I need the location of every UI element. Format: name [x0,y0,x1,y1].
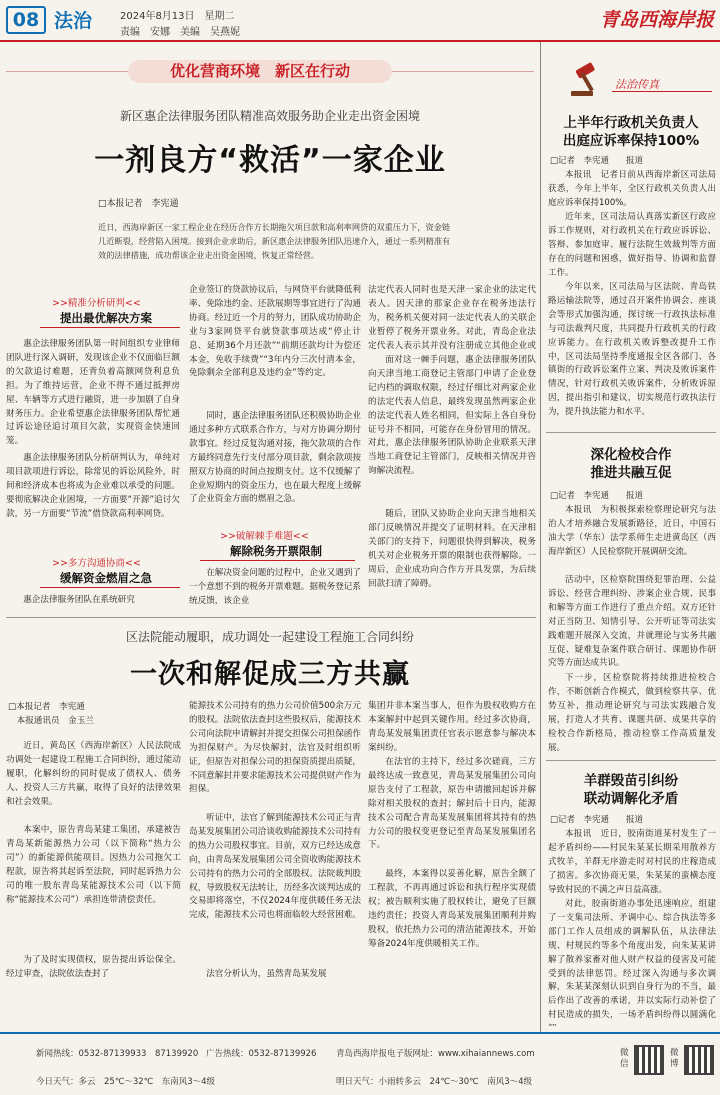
article1-paragraph: 在解决资金问题的过程中，企业又遇到了一个意想不到的税务开票难题。据税务登记系统反馈，该企业 [189,568,361,606]
section2-rule [40,587,180,588]
page-number: 08 [6,6,46,34]
masthead-logo: 青岛西海岸报 [599,9,714,31]
brief3-title-line2: 联动调解化矛盾 [583,791,679,807]
publisher-website: 青岛西海岸报电子版网址：www.xihaiannews.com [336,1049,535,1059]
topic-banner: 优化营商环境 新区在行动 [169,62,350,80]
brief3-paragraph: 对此，胶南街道办事处迅速响应，组建了一支集司法所、矛调中心、综合执法等多部门工作人员组成的调解队伍，从法律法规、村规民约等多个角度出发，向朱某某讲解了散养家畜对他人财产权益的侵害及可能受到的法律惩罚。经过深入沟通与多次调解，朱某某深刻认识到自身行为的不当，最后作出了改善的承诺，并以实际行动补偿了村民造成的损失，一场矛盾纠纷得以圆满化 [548,899,716,1021]
article2-paragraph: 最终，本案得以妥善化解，原告全额了工程款，不再再通过诉讼和执行程序实现债权；被告顺利实施了股权转让，避免了巨额违约责任；投资人青岛某发展集团顺利并购股权，依托热力公司的清洁能源技术，开始筹备2024年度供暖相关工作。 [368,869,536,949]
wechat-label: 微信 [620,1048,629,1069]
editor-credits: 责编 安娜 美编 吴燕妮 [120,27,240,38]
brief1-title [545,114,717,150]
article1-paragraph: 惠企法律服务团队第一时间组织专业律师团队进行深入调研，发现该企业不仅面临巨额的欠款追讨难题，还背负着高额网贷利息负担。为了维持运营，企业不得不通过抵押房屋、车辆等方式进行融资，进一步加剧了自身财务压力。企业希望惠企法律服务团队帮忙通过诉讼途径追讨项目欠款，实现资金快速回笼。 [6,339,180,447]
section2-title: 缓解资金燃眉之急 [60,571,152,585]
section2-kicker: >>多方沟通协商<< [52,558,141,569]
gavel-icon [568,58,608,98]
byline-reporter: □本报记者 李宪通 [8,702,85,712]
ad-hotline: 广告热线：0532-87139926 [206,1049,317,1059]
article1-headline: 一剂良方“救活”一家企业 [94,143,446,178]
article2-byline [8,700,94,728]
article1-lead: 近日，西海岸新区一家工程企业在经历合作方长期拖欠项目款和高利率网贷的双重压力下，资金链几近断裂，经营陷入困境。接到企业求助后，新区惠企法律服务团队迅速介入，通过一系列精准有效的法律措施，成功帮该企业走出资金困境，恢复正常经营。 [98,222,451,260]
article2-paragraph: 近日，黄岛区（西海岸新区）人民法院成功调处一起建设工程施工合同纠纷，通过能动履职，化解纠纷的同时促成了债权人、债务人、投资人三方共赢，取得了良好的法律效果和社会效果。 [6,741,181,807]
weather-tomorrow: 明日天气：小雨转多云 24℃～30℃ 南风3～4级 [336,1077,533,1087]
article1-paragraph: 企业签订的贷款协议后，与网贷平台就降低利率、免除违约金、还款展期等事宜进行了沟通协商。经过近一个月的努力，团队成功协助企业与3家网贷平台就贷款事项达成“停止计息、延期36个月还款”“前期还款均计为偿还本金，免收手续费”“3年内分三次付清本金，免除剩余全部利息及违约金”等约定。 [189,285,361,379]
article2-paragraph: 为了及时实现债权，原告提出诉讼保全。经过审查，法院依法查封了 [6,955,181,979]
section3-title: 解除税务开票限制 [230,544,322,558]
brief-divider [546,432,716,433]
brief1-paragraph: 今年以来，区司法局与区法院、青岛铁路运输法院等，通过召开案件协调会、座谈会等形式加强沟通，探讨统一行政执法标准与司法裁判尺度，共同提升行政机关的行政应诉能力。在行政机关败诉整改提升工作中，区司法局坚持季度通报全区各部门、各镇街的行政诉讼案件立案、判决及败诉案件情况，针对行政机关败诉案件，分析败诉原因，提出指引和建议，切实规范行政执法行为，提升执法能力和水平。 [548,282,716,418]
article1-paragraph: 同时，惠企法律服务团队还积极协助企业通过多种方式联系合作方，与对方协调分期付款事宜。经过反复沟通对接，拖欠款项的合作方最终同意先行支付部分项目款，剩余款项按照双方协商的时间点按期支付。这不仅缓解了企业短期内的资金压力，也在最大程度上缓解了企业资金方面的燃眉之急。 [189,411,361,505]
weibo-label: 微博 [670,1048,679,1069]
brief3-title [545,772,717,808]
brief2-byline: □记者 李宪通 报道 [550,491,644,501]
issue-date: 2024年8月13日 星期二 [120,11,235,22]
weather-today: 今日天气：多云 25℃～32℃ 东南风3～4级 [36,1077,216,1087]
brief1-byline: □记者 李宪通 报道 [550,156,644,166]
article1-paragraph: 法定代表人同时也是天津一家企业的法定代表人。因天津的那家企业存在税务违法行为，税务机关便对同一法定代表人的关联企业暂停了税务开票业务。对此，青岛企业法定代表人表示其并没有注册成立其他企业或 [368,285,536,351]
article2-paragraph: 听证中，法官了解到能源技术公司正与青岛某发展集团公司洽谈收购能源技术公司持有的热力公司股权事宜。目前，双方已经达成意向，由青岛某发展集团公司全资收购能源技术公司持有的热力公司的全部股权。法院裁判股权，导致股权无法转让，历经多次谈判达成的交易即将落空，不仅2024年度供暖任务无法完成，能源技术公司也将面临较大经营困难。 [189,813,361,921]
brief2-title [545,446,717,482]
article1-subtitle: 新区惠企法律服务团队精准高效服务助企业走出资金困境 [119,109,420,123]
brief1-paragraph: 本报讯 记者日前从西海岸新区司法局获悉，今年上半年，全区行政机关负责人出庭应诉率保持100%。 [548,170,716,208]
section1-title: 提出最优解决方案 [60,311,152,325]
brief1-title-line2: 出庭应诉率保持100% [562,133,700,149]
article1-paragraph: 面对这一棘手问题，惠企法律服务团队向天津当地工商登记主管部门申请了企业登记内档的调取权限，经过仔细比对两家企业的法定代表人信息，最终发现虽然两家企业的法定代表人姓名相同，但实际上各自身份证号并不相同，可能存在身份冒用的情况。对此，惠企法律服务团队协助企业联系天津当地工商登记主管部门，反映相关情况并咨询解决流程。 [368,355,536,477]
section3-rule [200,560,355,561]
article1-byline: □本报记者 李宪通 [98,199,179,209]
wechat-qr-code[interactable] [634,1045,664,1075]
section3-kicker: >>破解棘手难题<< [220,531,309,542]
article2-paragraph: 集团并非本案当事人，但作为股权收购方在本案解封中起到关键作用。经过多次协商，青岛某发展集团责任官表示愿意参与解决本案纠纷。 [368,701,536,753]
brief3-byline: □记者 李宪通 报道 [550,815,644,825]
brief1-title-line1: 上半年行政机关负责人 [563,115,699,131]
brief1-paragraph: 近年来，区司法局认真落实新区行政应诉工作规则，对行政机关在行政应诉诉讼、答辩、参加庭审、履行法院生效裁判等方面存在的问题和困惑，做好指导、协调和监督工作。 [548,212,716,278]
article2-paragraph: 法官分析认为，虽然青岛某发展 [206,969,327,979]
article-divider [6,617,536,618]
article1-paragraph: 惠企法律服务团队分析研判认为，单纯对项目款项进行诉讼，除常见的诉讼风险外，时间和经济成本也将成为企业难以承受的问题。要彻底解决企业困境，一方面要“开源”追讨欠款，另一方面要“节流”借贷款高利率网贷。 [6,453,180,519]
column-tag: 法治传真 [615,78,659,91]
brief2-paragraph: 下一步，区检察院将持续推进检校合作，不断创新合作模式，做到检察共享、优势互补，推动理论研究与司法实践融合发展，打造人才共育、课题共研、成果共享的检校合作新格局，推动检察工作高质量发展。 [548,673,716,753]
section1-kicker: >>精准分析研判<< [52,298,141,309]
brief2-paragraph: 本报讯 为积极探索检察理论研究与法治人才培养融合发展新路径，近日，中国石油大学（华东）法学系师生走进黄岛区（西海岸新区）人民检察院开展调研交流。 [548,505,716,557]
section-title: 法治 [54,10,93,32]
brief2-paragraph: 活动中，区检察院围绕犯罪治理、公益诉讼、经营合理纠纷、涉案企业合规、民事和解等方面工作进行了重点介绍。双方还针对正当防卫、知情引导、公开听证等司法实践难题开展深入交流，并就理论与实务共融互促、疑难复杂案件联合研讨、课题协作研究等方面达成共识。 [548,575,716,669]
article2-paragraph: 本案中，原告青岛某建工集团，承建被告青岛某新能源热力公司（以下简称“热力公司”）的新能源供能项目。因热力公司拖欠工程款，原告将其起诉至法院，同时起诉热力公司的唯一股东青岛某能源技术公司（以下简称“能源技术公司”）承担连带清偿责任。 [6,825,181,905]
brief-divider [546,760,716,761]
article2-subtitle: 区法院能动履职，成功调处一起建设工程施工合同纠纷 [125,630,414,644]
article2-headline: 一次和解促成三方共赢 [130,659,410,690]
news-hotline: 新闻热线：0532-87139933 87139920 [36,1049,199,1059]
brief2-title-line1: 深化检校合作 [590,447,672,463]
article1-paragraph: 惠企法律服务团队在系统研究 [23,595,135,605]
brief3-paragraph: 本报讯 近日，胶南街道某村发生了一起矛盾纠纷——村民朱某某长期采用散养方式牧羊，羊群无序游走时对村民的庄稼造成了损害。多次协商无果，朱某某的蛮横态度导致村民的不满之声日益高涨。 [548,829,716,895]
column-tag-rule [612,91,712,92]
byline-correspondent: 本报通讯员 金玉兰 [8,716,94,726]
article2-paragraph: 能源技术公司持有的热力公司价值500余万元的股权。法院依法查封这些股权后，能源技术公司向法院申请解封并提交担保公司担保函作为担保财产。为尽快解封，法官及时组织听证，但原告对担保公司的担保资质提出质疑，不同意解封并要求能源技术公司提供财产作为担保。 [189,701,361,795]
brief2-title-line2: 推进共融互促 [590,465,672,481]
section1-rule [40,327,180,328]
weibo-qr-code[interactable] [684,1045,714,1075]
brief3-title-line1: 羊群毁苗引纠纷 [583,773,679,789]
article2-paragraph: 在法官的主持下，经过多次磋商，三方最终达成一致意见，青岛某发展集团公司向原告支付了工程款，原告申请撤回起诉并解除对相关股权的查封；解封后十日内，能源技术公司配合青岛某发展集团将其持有的热力公司的股权变更登记至青岛某发展集团名下。 [368,757,536,851]
article1-paragraph: 随后，团队又协助企业向天津当地相关部门反映情况并提交了证明材料。在天津相关部门的支持下，问题很快得到解决，税务机关对企业税务开票的限制也获得解除。一周后，企业成功向合作方开具发票，为后续回款扫清了障碍。 [368,509,536,589]
